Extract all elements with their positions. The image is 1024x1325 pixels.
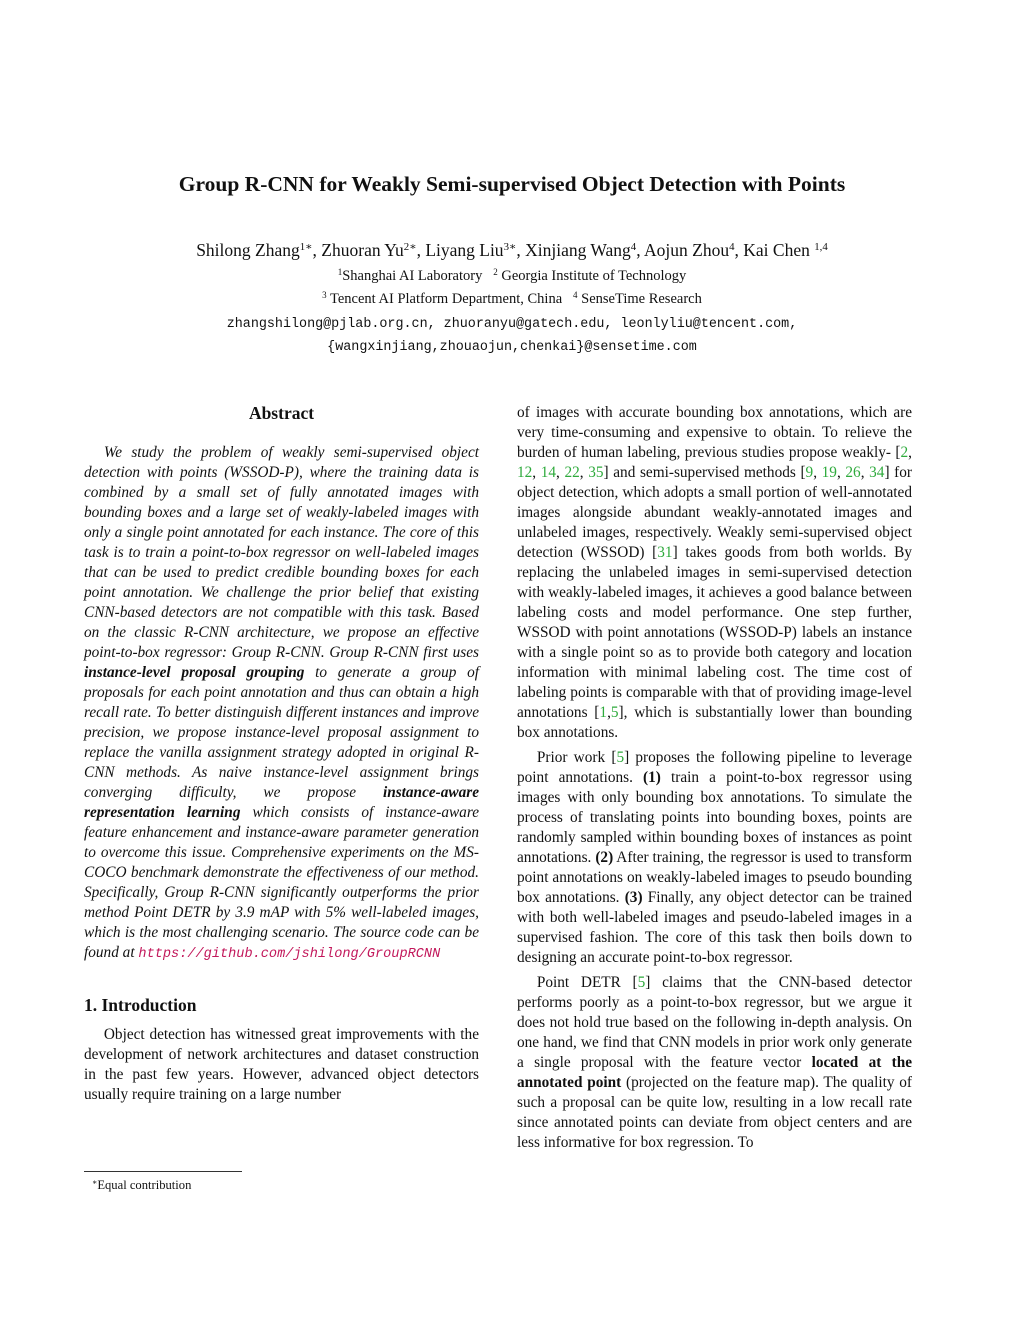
text-run: ] for object detection, which adopts a small portion of well-annotated images alongside abundant weakly-annotated images and unlabeled images, respectively. Weakly semi-supervised object detection (WSSOD) [ xyxy=(517,464,913,561)
author-list: Shilong Zhang$^{1∗}$, Zhuoran $Yu^{2∗}$, Liyang Liu$^{3∗}$, Xinjiang Wang$^4$, Aojun Zhou$^4$, Kai Chen $^{1,4}$ xyxy=(196,240,828,260)
step-number: (1) xyxy=(643,769,661,786)
citation-link[interactable]: 1 xyxy=(599,704,608,721)
text-run: After training, the regressor is used to transform point annotations on weakly-labeled images to pseudo bounding box annotations. xyxy=(517,849,913,906)
author-sup: 3∗ xyxy=(503,241,517,254)
body-paragraph xyxy=(517,748,912,968)
text-run: Finally, any object detector can be trained with both well-labeled images and pseudo-labeled images in a supervised fashion. The core of this task then boils down to designing an accurate point-to-box regressor. xyxy=(517,889,912,966)
affiliation-line xyxy=(0,268,1024,285)
affiliation-line xyxy=(0,291,1024,308)
footnote-mark: ∗ xyxy=(92,1177,98,1187)
author-name: Xinjiang Wang xyxy=(525,240,631,260)
citation-link[interactable]: 31 xyxy=(657,544,673,561)
citation-link[interactable]: 2 xyxy=(900,444,909,461)
citation-link[interactable]: 5 xyxy=(616,749,625,766)
footnote-text: Equal contribution xyxy=(97,1178,192,1192)
text-run: ] and semi-supervised methods [ xyxy=(603,464,806,481)
text-run: ] claims that the CNN-based detector performs poorly as a point-to-box regressor, but we argue it does not hold true based on the following in-depth analysis. On one hand, we find that CNN models in prior work only generate a single proposal with the feature vector xyxy=(517,974,912,1071)
text-run: ], which is substantially lower than bounding box annotations. xyxy=(517,704,912,741)
citation-link[interactable]: 26 xyxy=(845,464,861,481)
author-name: Zhuoran Yu xyxy=(321,240,404,260)
affiliation-sup: 2 xyxy=(493,267,498,278)
author-sup: 1,4 xyxy=(814,241,828,254)
abstract-bold: instance-aware representation learning xyxy=(84,784,479,821)
citation-link[interactable]: 5 xyxy=(637,974,646,991)
author-sup: 1∗ xyxy=(299,241,313,254)
body-paragraph: of images with accurate bounding box annotations, which are very time-consuming and expensive to obtain. To relieve the burden of human labeling, previous studies propose weakly- [2, 12, 14, 22, 35] and semi-supervised methods [9, 19, 26, 34] for object detection, which adopts a small portion of well-annotated images alongside abundant weakly-annotated images and unlabeled images, respectively. Weakly semi-supervised object detection (WSSOD) [31] takes goods from both worlds. By replacing the unlabeled images in semi-supervised detection with weakly-labeled images, it achieves a good balance between labeling costs and model performance. One step further, WSSOD with point annotations (WSSOD-P) labels an instance with a single point so as to provide both category and location information with minimal labeling cost. The time cost of labeling points is comparable with that of providing image-level annotations [1,5], which is substantially lower than bounding box annotations. xyxy=(517,404,913,741)
abstract-part: to generate a group of proposals for each point annotation and thus can obtain a high recall rate. To better distinguish different instances and improve precision, we propose instance-level proposal assignment to replace the vanilla assignment strategy adopted in original R-CNN methods. As naive instance-level assignment brings converging difficulty, we propose xyxy=(84,664,480,801)
email-line: {wangxinjiang,zhouaojun,chenkai}@sensetime.com xyxy=(327,340,697,355)
citation-link[interactable]: 5 xyxy=(610,704,619,721)
right-column xyxy=(517,403,912,1158)
intro-paragraph: Object detection has witnessed great improvements with the development of network architectures and dataset construction in the past few years. However, advanced object detectors usually require training on a large number xyxy=(84,1026,479,1103)
abstract-bold: instance-level proposal grouping xyxy=(84,664,305,681)
citation-link[interactable]: 19 xyxy=(821,464,837,481)
email-line: zhangshilong@pjlab.org.cn, zhuoranyu@gatech.edu, leonlyliu@tencent.com, xyxy=(226,317,798,332)
author-name: Kai Chen xyxy=(743,240,810,260)
paper-title: Group R-CNN for Weakly Semi-supervised Object Detection with Points xyxy=(178,172,846,196)
citation-link[interactable]: 9 xyxy=(805,464,814,481)
footnote-divider xyxy=(84,1171,242,1172)
affiliation: SenseTime Research xyxy=(581,291,702,307)
citation-link[interactable]: 14 xyxy=(540,464,557,481)
intro-heading: 1. Introduction xyxy=(84,995,197,1015)
abstract-part: which consists of instance-aware feature enhancement and instance-aware parameter generation to overcome this issue. Comprehensive experiments on the MS-COCO benchmark demonstrate the effectiveness of our method. Specifically, Group R-CNN significantly outperforms the prior method Point DETR by 3.9 mAP with 5% well-labeled images, which is the most challenging scenario. The source code can be found at xyxy=(84,804,479,961)
author-name: Liyang Liu xyxy=(425,240,504,260)
text-run: Point DETR [ xyxy=(536,974,638,991)
author-name: Aojun Zhou xyxy=(644,240,730,260)
step-number: (3) xyxy=(624,889,643,906)
author-sup: 4 xyxy=(630,241,637,254)
left-column xyxy=(84,403,479,1110)
abstract-part: We study the problem of weakly semi-supervised object detection with points (WSSOD-P), where the training data is combined by a small set of fully annotated images with bounding boxes and a large set of weakly-labeled images with only a single point annotated for each instance. The core of this task is to train a point-to-box regressor on well-labeled images that can be used to predict credible bounding boxes for each point annotation. We challenge the prior belief that existing CNN-based detectors are not compatible with this task. Based on the classic R-CNN architecture, we propose an effective point-to-box regressor: Group R-CNN. Group R-CNN first uses xyxy=(84,444,479,661)
citation-link[interactable]: 22 xyxy=(564,464,580,481)
citation-link[interactable]: 12 xyxy=(517,464,533,481)
text-run: train a point-to-box regressor using images with only bounding box annotations. To simulate the process of translating points into bounding boxes, points are randomly sampled within bounding boxes of instances as point annotations. xyxy=(517,769,913,866)
affiliation: Tencent AI Platform Department, China xyxy=(330,291,563,307)
step-number: (2) xyxy=(595,849,614,866)
abstract-heading: Abstract xyxy=(248,403,315,423)
citation-link[interactable]: 34 xyxy=(869,464,885,481)
citation-link[interactable]: 35 xyxy=(588,464,604,481)
abstract-text xyxy=(84,443,479,965)
text-run: of images with accurate bounding box annotations, which are very time-consuming and expensive to obtain. To relieve the burden of human labeling, previous studies propose weakly- [ xyxy=(517,404,912,461)
text-run: (projected on the feature map). The quality of such a proposal can be quite low, resulting in a low recall rate since annotated points can deviate from object centers and are less informative for box regression. To xyxy=(517,1074,913,1151)
affiliation-sup: 3 xyxy=(322,290,327,301)
affiliation-sup: 1 xyxy=(337,267,343,278)
author-name: Shilong Zhang xyxy=(196,240,300,260)
body-paragraph xyxy=(517,973,912,1153)
author-sup: 4 xyxy=(729,241,735,254)
text-run: ] proposes the following pipeline to leverage point annotations. xyxy=(517,749,912,786)
footnote xyxy=(92,1178,191,1193)
affiliation-sup: 4 xyxy=(573,290,578,301)
text-run: Prior work [ xyxy=(536,749,617,766)
affiliation: Shanghai AI Laboratory xyxy=(342,268,483,284)
author-sup: 2∗ xyxy=(403,241,417,254)
text-run: ] takes goods from both worlds. By replacing the unlabeled images in semi-supervised detection with weakly-labeled images, it achieves a good balance between labeling costs and model performance. One step further, WSSOD with point annotations (WSSOD-P) labels an instance with a single point so as to provide both category and location information with minimal labeling cost. The time cost of labeling points is comparable with that of providing image-level annotations [ xyxy=(517,544,912,721)
code-link[interactable]: https://github.com/jshilong/GroupRCNN xyxy=(138,947,441,962)
affiliation: Georgia Institute of Technology xyxy=(501,268,687,284)
bold-phrase: located at the annotated point xyxy=(517,1054,913,1091)
